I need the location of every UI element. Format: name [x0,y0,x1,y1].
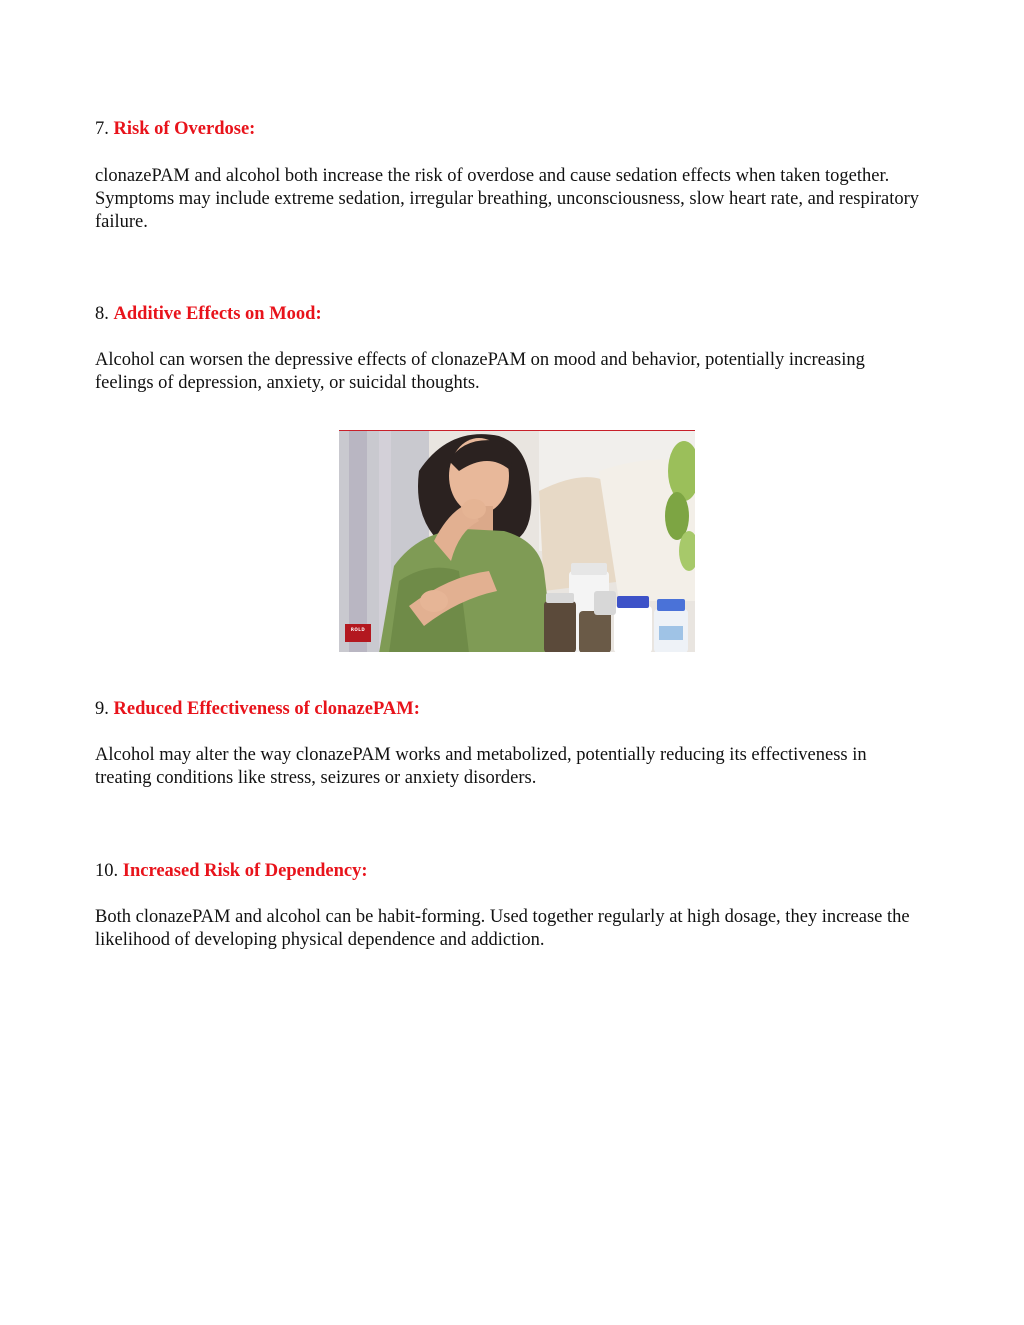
section-title: Increased Risk of Dependency: [122,861,368,881]
section-heading-8 [95,303,322,326]
section-number: 8. [95,304,109,324]
section-number: 9. [95,699,109,719]
section-title: Risk of Overdose: [113,119,256,139]
section-number: 7. [95,119,109,139]
section-title: Reduced Effectiveness of clonazePAM: [113,699,420,719]
brand-logo-badge [345,624,371,642]
section-number: 10. [95,861,119,881]
section-title: Additive Effects on Mood: [113,304,322,324]
section-body-7: clonazePAM and alcohol both increase the risk of overdose and cause sedation effects when taken together. Symptoms may include extreme sedation, irregular breathing, unconsciousness, slow heart rate, and respiratory failure. [95,166,920,232]
section-heading-7 [95,118,255,141]
woman-scratching-neck-with-pill-bottles-photo [339,430,695,652]
section-body-8: Alcohol can worsen the depressive effects of clonazePAM on mood and behavior, potentially increasing feelings of depression, anxiety, or suicidal thoughts. [95,350,865,393]
brand-logo-text: ROLD [350,627,366,632]
section-body-9: Alcohol may alter the way clonazePAM works and metabolized, potentially reducing its effectiveness in treating conditions like stress, seizures or anxiety disorders. [95,745,867,788]
section-body-10: Both clonazePAM and alcohol can be habit-forming. Used together regularly at high dosage, they increase the likelihood of developing physical dependence and addiction. [95,907,910,950]
section-heading-9 [95,698,420,721]
section-heading-10 [95,860,368,883]
